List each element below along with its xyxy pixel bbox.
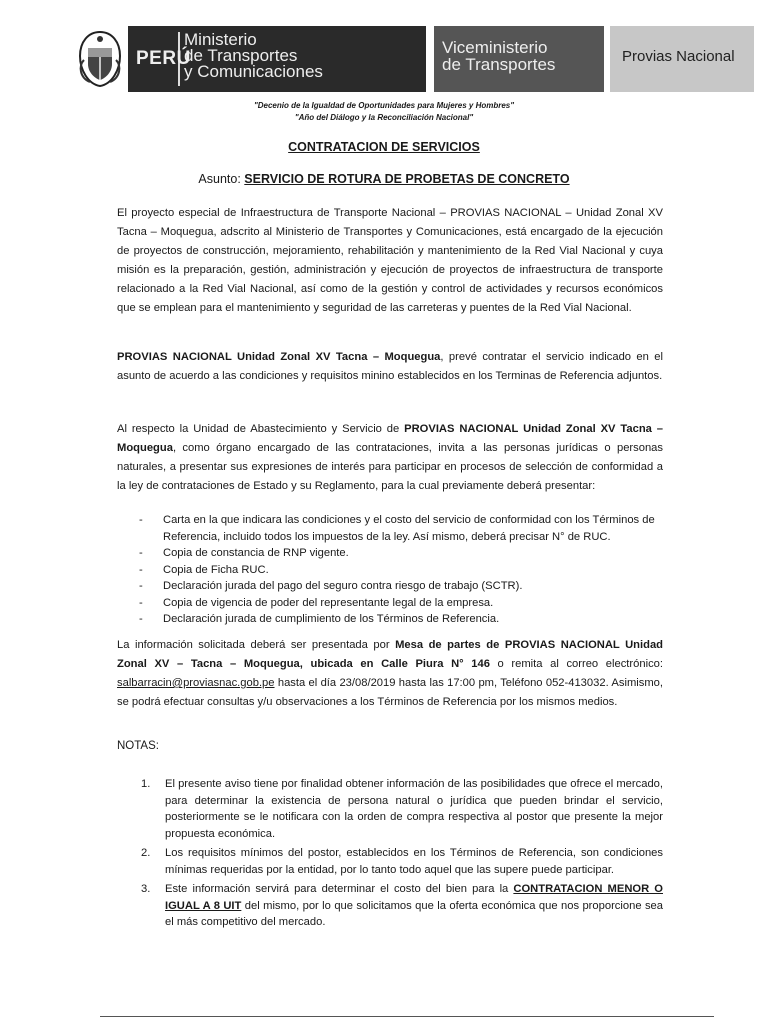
note-text: Los requisitos mínimos del postor, establecidos en los Términos de Referencia, son condiciones mínimas requeridas por la entidad, por lo tanto todo aquel que las supere puede participar. [165, 847, 663, 876]
provias-label: Provias Nacional [622, 48, 735, 65]
subject-line [0, 172, 768, 186]
decenio-line-1: "Decenio de la Igualdad de Oportunidades para Mujeres y Hombres" [253, 101, 515, 110]
vice-ministry-block [434, 26, 604, 92]
ministry-line-2: de Transportes [184, 46, 298, 65]
list-item: - Copia de vigencia de poder del representante legal de la empresa. [117, 595, 663, 612]
note-number: 2. [141, 847, 151, 859]
subject-label: Asunto: [198, 172, 241, 186]
country-label: PERÚ [136, 48, 191, 69]
note-text-rest: del mismo, por lo que solicitamos que la oferta económica que nos proporcione sea el más competitivo del mercado. [165, 899, 663, 928]
footer-divider [100, 1016, 714, 1017]
note-number: 3. [141, 883, 151, 895]
email-link[interactable]: salbarracin@proviasnac.gob.pe [117, 677, 275, 689]
submission-pre: La información solicitada deberá ser presentada por [117, 639, 396, 651]
note-text: El presente aviso tiene por finalidad obtener información de las posibilidades que ofrece el mercado, para determinar la existencia de persona natural o jurídica que pueden brindar el servicio, posteriormente se le notificara con la orden de compra respectiva al postor que presente la mejor propuesta económica. [165, 778, 663, 840]
paragraph-submission [117, 636, 663, 712]
submission-rest: hasta el día 23/08/2019 hasta las 17:00 pm, Teléfono 052-413032. [274, 677, 609, 689]
vice-line-2: de Transportes [442, 55, 556, 74]
ministry-line-3: y Comunicaciones [184, 62, 323, 81]
note-bold: CONTRATACION MENOR O IGUAL A 8 UIT [165, 883, 663, 912]
list-item: - Copia de Ficha RUC. [117, 562, 663, 579]
peru-flag [134, 32, 191, 86]
peru-block [128, 26, 426, 92]
note-text: Este información servirá para determinar el costo del bien para la [165, 883, 514, 895]
paragraph-provias [117, 348, 663, 386]
invitation-bold: PROVIAS NACIONAL Unidad Zonal XV Tacna – Moquegua [117, 423, 663, 454]
paragraph-intro: El proyecto especial de Infraestructura de Transporte Nacional – PROVIAS NACIONAL – Unidad Zonal XV Tacna – Moquegua, adscrito al Ministerio de Transportes y Comunicaciones, está encargado de la ejecución de proyectos de construcción, mejoramiento, rehabilitación y mantenimiento de la Red Vial Nacional y cuya misión es la preparación, gestión, administración y ejecución de proyectos de infraestructura de transporte relacionado a la Red Vial Nacional, así como de la gestión y control de actividades y recursos económicos que se emplean para el mantenimiento y seguridad de las carreteras y puentes de la Red Vial Nacional. [117, 207, 663, 314]
requirements-list [117, 512, 663, 628]
list-item: - Declaración jurada de cumplimiento de los Términos de Referencia. [117, 611, 663, 628]
paragraph-invitation [117, 420, 663, 496]
invitation-pre: Al respecto la Unidad de Abastecimiento y Servicio de [117, 423, 405, 435]
notes-list [117, 776, 663, 934]
letterhead [74, 26, 735, 92]
list-item [117, 881, 663, 931]
list-item [117, 776, 663, 842]
submission-last: Asimismo, se podrá efectuar consultas y/u observaciones a los Términos de Referencia por los mismos medios. [117, 677, 663, 708]
provias-block [610, 26, 754, 92]
notes-heading: NOTAS: [117, 740, 159, 752]
submission-bold: Mesa de partes de PROVIAS NACIONAL Unidad Zonal XV – Tacna – Moquegua, ubicada en Calle Piura N° 146 [117, 639, 663, 670]
provias-zone-bold: PROVIAS NACIONAL Unidad Zonal XV Tacna – Moquegua [117, 351, 441, 363]
list-item: - Copia de constancia de RNP vigente. [117, 545, 663, 562]
paragraph-provias-text: , prevé contratar el servicio indicado en el asunto de acuerdo a las condiciones y requisitos minino establecidos en los Terminas de Referencia adjuntos. [117, 351, 663, 382]
list-item: - Carta en la que indicara las condiciones y el costo del servicio de conformidad con los Términos de Referencia, incluido todos los impuestos de la ley. Así mismo, deberá precisar N° de RUC. [117, 512, 663, 545]
invitation-rest: , como órgano encargado de las contrataciones, invita a las personas jurídicas o personas naturales, a presentar sus expresiones de interés para participar en procesos de selección de conformidad a la ley de contrataciones de Estado y su Reglamento, para la cual previamente deberá presentar: [117, 442, 663, 492]
national-seal-icon [74, 30, 126, 88]
list-item [117, 845, 663, 878]
list-item: - Declaración jurada del pago del seguro contra riesgo de trabajo (SCTR). [117, 578, 663, 595]
document-title: CONTRATACION DE SERVICIOS [288, 140, 480, 154]
subject-value: SERVICIO DE ROTURA DE PROBETAS DE CONCRETO [244, 172, 570, 186]
ministry-name [184, 32, 323, 80]
submission-mid: o remita al correo electrónico: [489, 658, 663, 670]
decenio-line-2: "Año del Diálogo y la Reconciliación Nacional" [294, 113, 474, 122]
ministry-line-1: Ministerio [184, 30, 257, 49]
vice-line-1: Viceministerio [442, 38, 548, 57]
note-number: 1. [141, 778, 151, 790]
